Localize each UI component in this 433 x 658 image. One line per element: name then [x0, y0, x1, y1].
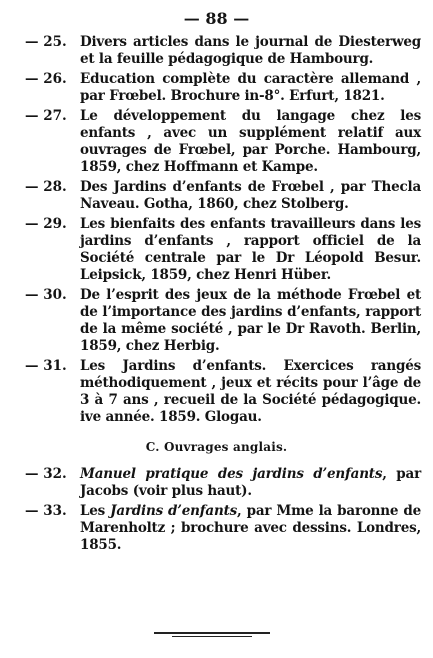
bibliography-entry-25 — [0, 34, 433, 68]
ornament-thick-line — [154, 632, 270, 634]
entry-text: De l’esprit des jeux de la méthode Frœbel et de l’importance des jardins d’enfants, rapport de la même société , par le Dr Ravoth. Berlin, 1859, chez Herbig. — [80, 287, 421, 354]
section-heading: C. Ouvrages anglais. — [145, 440, 288, 454]
entry-lead: Les — [80, 503, 111, 519]
entry-number: — 33. — [25, 503, 67, 519]
entry-number: — 25. — [25, 34, 67, 50]
entry-text: Education complète du caractère allemand , par Frœbel. Brochure in-8°. Erfurt, 1821. — [80, 71, 421, 104]
entry-text — [80, 503, 421, 554]
bibliography-entry-31 — [0, 358, 433, 426]
entry-number: — 32. — [25, 466, 67, 482]
entry-number: — 27. — [25, 108, 67, 124]
entry-number: — 31. — [25, 358, 67, 374]
bibliography-entry-29 — [0, 216, 433, 284]
entry-text: Les Jardins d’enfants. Exercices rangés méthodiquement , jeux et récits pour l’âge de 3 à 7 ans , recueil de la Société pédagogique. ive année. 1859. Glogau. — [80, 358, 421, 425]
page-number: — 88 — — [183, 9, 250, 28]
entry-text: Divers articles dans le journal de Diesterweg et la feuille pédagogique de Hambourg. — [80, 34, 421, 67]
bibliography-entry-33 — [0, 503, 433, 554]
bibliography-entry-32 — [0, 466, 433, 500]
entry-rest: , par Mme la baronne de Marenholtz ; brochure avec dessins. Londres, 1855. — [80, 503, 421, 553]
end-ornament-rule — [154, 632, 270, 638]
entry-text — [80, 466, 421, 500]
bibliography-list — [0, 34, 433, 557]
entry-text: Les bienfaits des enfants travailleurs dans les jardins d’enfants , rapport officiel de la Société centrale par le Dr Léopold Besur. Leipsick, 1859, chez Henri Hüber. — [80, 216, 421, 283]
ornament-thin-line — [172, 636, 252, 637]
entry-number: — 28. — [25, 179, 67, 195]
entry-number: — 29. — [25, 216, 67, 232]
bibliography-entry-28 — [0, 179, 433, 213]
bibliography-entry-30 — [0, 287, 433, 355]
entry-number: — 26. — [25, 71, 67, 87]
entry-title: Manuel pratique des jardins d’enfants — [80, 466, 383, 482]
entry-number: — 30. — [25, 287, 67, 303]
entry-text: Des Jardins d’enfants de Frœbel , par Thecla Naveau. Gotha, 1860, chez Stolberg. — [80, 179, 421, 212]
bibliography-entry-27 — [0, 108, 433, 176]
entry-title: Jardins d’enfants — [110, 503, 238, 519]
entry-text: Le développement du langage chez les enfants , avec un supplément relatif aux ouvrages de Frœbel, par Porche. Hambourg, 1859, chez Hoffmann et Kampe. — [80, 108, 421, 175]
bibliography-entry-26 — [0, 71, 433, 105]
entry-rest: , par Jacobs (voir plus haut). — [80, 466, 421, 499]
